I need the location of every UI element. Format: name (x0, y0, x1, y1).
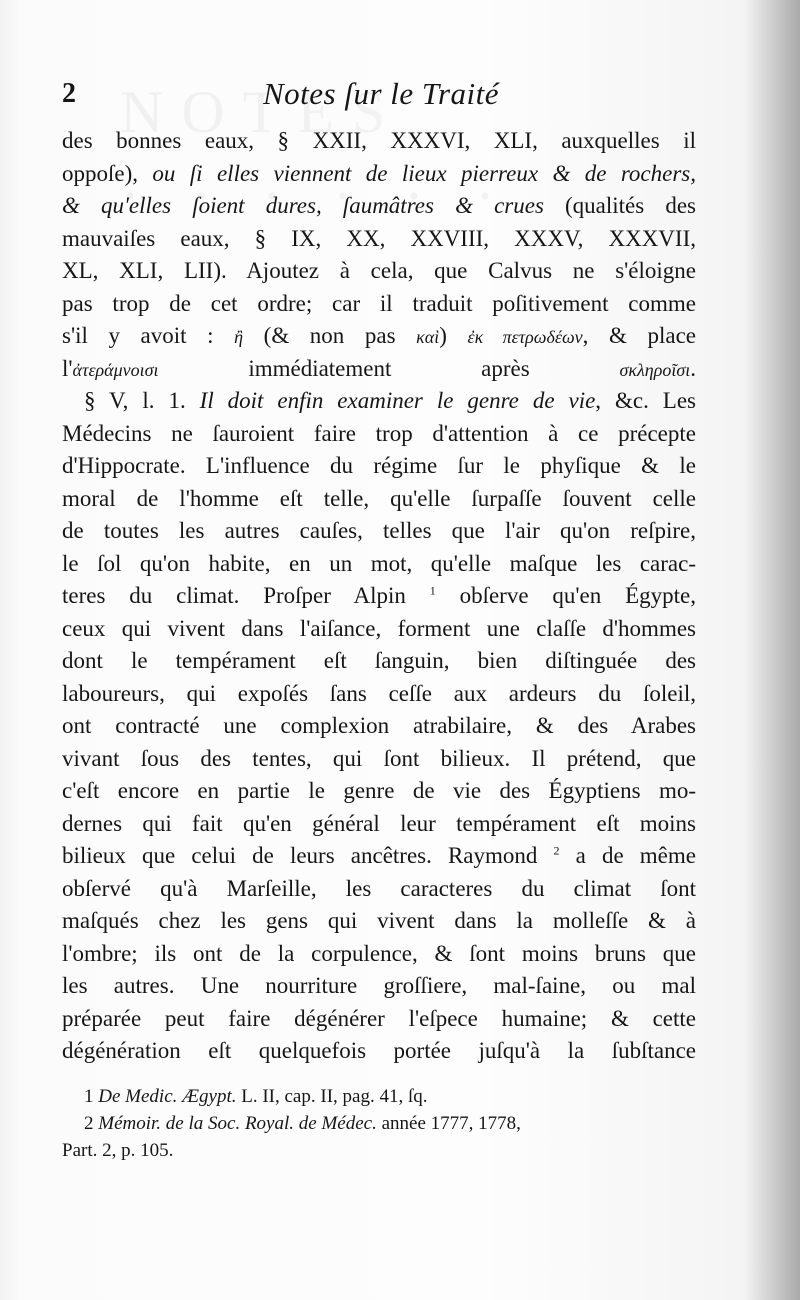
italic-text: & qu'elles ſoient dures, ſaumâtres & crues (62, 193, 544, 218)
italic-text: De Medic. Ægypt. (98, 1086, 237, 1107)
text-segment: mauvaiſes eaux, § IX, XX, XXVIII, XXXV, XXXVII, (62, 225, 696, 251)
footnote-marker: 2 (553, 843, 560, 858)
text-segment: dernes qui fait qu'en général leur tempérament eſt moins (62, 810, 696, 836)
text-segment: l'ombre; ils ont de la corpulence, & ſont moins bruns que (62, 940, 696, 966)
page-header (62, 76, 700, 116)
text-segment: Part. 2, p. 105. (62, 1140, 174, 1161)
greek-text: καὶ (416, 327, 440, 347)
text-line (62, 128, 696, 161)
text-segment: s'il y avoit : (62, 323, 235, 348)
text-line (62, 1038, 696, 1071)
text-segment: de toutes les autres cauſes, telles que l'air qu'on reſpire, (62, 518, 696, 543)
text-segment: XL, XLI, LII). Ajoutez à cela, que Calvus ne s'éloigne (62, 258, 696, 283)
text-segment: dont le tempérament eſt ſanguin, bien diſtinguée des (62, 648, 696, 673)
text-segment: 2 (84, 1113, 99, 1134)
text-line (62, 193, 696, 226)
text-line (62, 551, 696, 584)
text-line (62, 291, 696, 324)
text-segment: bilieux que celui de leurs ancêtres. Raymond (62, 843, 554, 868)
page-number: 2 (62, 78, 76, 109)
text-segment: les autres. Une nourriture groſſiere, mal-ſaine, ou mal (62, 973, 696, 998)
text-line (62, 876, 696, 909)
text-line (62, 811, 696, 844)
text-line (62, 973, 696, 1006)
text-segment: maſqués chez les gens qui vivent dans la molleſſe & à (62, 908, 696, 933)
footnote-line (62, 1113, 696, 1140)
text-segment: Médecins ne ſauroient faire trop d'attention à ce précepte (62, 420, 696, 446)
text-line (62, 908, 696, 941)
text-segment: teres du climat. Proſper Alpin (62, 583, 430, 608)
text-line (62, 486, 696, 519)
text-segment: pas trop de cet ordre; car il traduit poſitivement comme (62, 290, 696, 316)
text-segment: l' (62, 355, 73, 381)
text-line (62, 453, 696, 486)
text-segment: moral de l'homme eſt telle, qu'elle ſurpaſſe ſouvent celle (62, 485, 696, 511)
text-segment: § V, l. 1. (84, 388, 200, 413)
text-segment: oppoſe), (62, 160, 153, 186)
text-line (62, 616, 696, 649)
text-line (62, 388, 696, 421)
running-head: Notes ſur le Traité (263, 76, 499, 111)
text-segment: 1 (84, 1086, 99, 1107)
footnote-marker: 1 (429, 583, 436, 598)
text-line (62, 356, 696, 389)
text-segment: le ſol qu'on habite, en un mot, qu'elle maſque les carac- (62, 550, 696, 576)
text-segment: obſervé qu'à Marſeille, les caracteres du climat ſont (62, 875, 696, 901)
greek-text: ἐκ πετρωδέων (467, 327, 583, 347)
text-line (62, 713, 696, 746)
footnote-line (62, 1140, 696, 1167)
text-line (62, 323, 696, 356)
text-segment: ceux qui vivent dans l'aiſance, forment une claſſe d'hommes (62, 615, 696, 641)
text-line (62, 778, 696, 811)
text-line (62, 1006, 696, 1039)
text-segment: . (690, 355, 696, 381)
text-segment: dégénération eſt quelquefois portée juſqu'à la ſubſtance (62, 1038, 696, 1063)
text-segment: (qualités des (543, 193, 696, 218)
text-segment: vivant ſous des tentes, qui ſont bilieux. Il prétend, que (62, 745, 696, 771)
text-segment: des bonnes eaux, § XXII, XXXVI, XLI, auxquelles il (62, 128, 696, 153)
text-line (62, 226, 696, 259)
text-line (62, 421, 696, 454)
text-segment: préparée peut faire dégénérer l'eſpece humaine; & cette (62, 1005, 696, 1031)
text-segment: obſerve qu'en Égypte, (435, 583, 696, 608)
footnotes (62, 1086, 696, 1167)
italic-text: Mémoir. de la Soc. Royal. de Médec. (98, 1113, 377, 1134)
text-segment: ont contracté une complexion atrabilaire, & des Arabes (62, 713, 696, 738)
text-segment: ) (439, 323, 468, 348)
italic-text: Il doit enfin examiner le genre de vie (199, 388, 596, 413)
text-line (62, 746, 696, 779)
text-line (62, 681, 696, 714)
text-segment: , &c. Les (595, 388, 696, 413)
text-segment: a de même (559, 843, 696, 868)
text-segment: , & place (582, 323, 696, 348)
text-line (62, 843, 696, 876)
footnote-line (62, 1086, 696, 1113)
text-segment: c'eſt encore en partie le genre de vie des Égyptiens mo- (62, 778, 696, 803)
greek-text: ἀτεράμνοισι (72, 359, 159, 380)
text-line (62, 161, 696, 194)
text-line (62, 518, 696, 551)
italic-text: ou ſi elles viennent de lieux pierreux & de rochers, (152, 160, 696, 186)
text-line (62, 648, 696, 681)
greek-text: ἢ (234, 327, 244, 347)
text-line (62, 941, 696, 974)
text-line (62, 583, 696, 616)
text-segment: L. II, cap. II, pag. 41, ſq. (236, 1086, 428, 1107)
text-segment: année 1777, 1778, (376, 1113, 521, 1134)
text-segment: laboureurs, qui expoſés ſans ceſſe aux ardeurs du ſoleil, (62, 680, 696, 706)
text-segment: d'Hippocrate. L'influence du régime ſur le phyſique & le (62, 453, 696, 478)
greek-text: σκληροῖσι (619, 359, 691, 380)
text-line (62, 258, 696, 291)
text-segment: (& non pas (243, 323, 417, 348)
text-segment: immédiatement après (158, 355, 620, 381)
body-text (62, 128, 696, 1071)
